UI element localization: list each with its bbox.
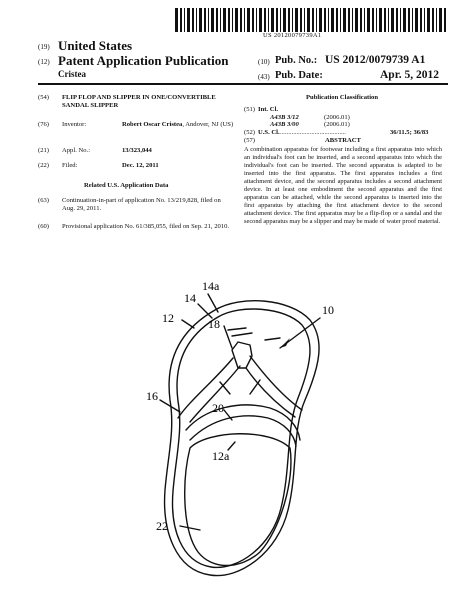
strap-right-inner [246,368,295,417]
barcode-bar [228,8,230,32]
barcode-bar [312,8,314,32]
barcode-bar [240,8,242,32]
pub-date-label: Pub. Date: [275,70,323,81]
barcode-bar [355,8,358,32]
barcode-bar [199,8,202,32]
patent-drawing [120,279,460,600]
us-cl-label: U.S. Cl. [258,129,280,136]
outer-sole [165,301,319,576]
barcode-bar [403,8,406,32]
inventor-short: Cristea [58,69,86,79]
figure-label-20: 20 [212,401,224,415]
inventor-code: (76) [38,121,49,128]
barcode-bar [216,8,218,32]
class-2: A43B 3/00 [270,121,299,128]
int-cl-label: Int. Cl. [258,106,278,113]
barcode-bar [319,8,322,32]
barcode-bar [343,8,346,32]
barcode-bar [336,8,338,32]
appl-code: (21) [38,147,49,154]
pub-type-code: (12) [38,58,50,66]
barcode-bar [348,8,350,32]
country-code: (19) [38,43,50,51]
barcode-bar [264,8,266,32]
abstract-code: (57) [244,137,255,144]
provisional-code: (60) [38,223,49,230]
pub-date-code: (43) [258,73,270,81]
barcode-bar [232,8,233,32]
figure-label-12a: 12a [212,449,230,463]
us-cl-dots: ........................................ [280,129,346,136]
continuation-code: (63) [38,197,49,204]
figure-label-14a: 14a [202,279,220,293]
barcode-bar [360,8,362,32]
figure-label-12: 12 [162,311,174,325]
barcode-bar [184,8,185,32]
us-cl-code: (52) [244,129,255,136]
barcode-bar [196,8,197,32]
barcode-bar [192,8,194,32]
barcode-bar [187,8,190,32]
provisional-text: Provisional application No. 61/385,055, filed on Sep. 21, 2010. [62,223,230,230]
barcode-bar [400,8,401,32]
figure-label-18: 18 [208,317,220,331]
publication-type: Patent Application Publication [58,53,229,68]
barcode-bar [396,8,398,32]
barcode-bar [316,8,317,32]
barcode-bar [328,8,329,32]
barcode-bar [391,8,394,32]
barcode-bar [439,8,442,32]
barcode-bar [259,8,262,32]
barcode-bar [295,8,298,32]
title-code: (54) [38,94,49,101]
barcode-bar [420,8,422,32]
barcode-bar [300,8,302,32]
barcode-bar [412,8,413,32]
barcode-bar [304,8,305,32]
barcode-bar [211,8,214,32]
abstract-heading: ABSTRACT [325,137,361,144]
barcode-bar [280,8,281,32]
invention-title: FLIP FLOP AND SLIPPER IN ONE/CONVERTIBLE SANDAL SLIPPER [62,94,216,110]
filed-date: Dec. 12, 2011 [122,162,159,169]
barcode-bar [223,8,226,32]
pub-no-code: (10) [258,58,270,66]
barcode-bar [379,8,382,32]
filed-label: Filed: [62,162,78,169]
barcode-bar [247,8,250,32]
barcode [175,8,447,32]
barcode-bar [252,8,254,32]
barcode-bar [288,8,290,32]
int-cl-code: (51) [244,106,255,113]
continuation-text: Continuation-in-part of application No. 13/219,828, filed on Aug. 29, 2011. [62,197,221,213]
figure-label-14: 14 [184,291,196,305]
barcode-bar [331,8,334,32]
barcode-bar [436,8,437,32]
barcode-bar [208,8,209,32]
barcode-bar [283,8,286,32]
inventor-label: Inventor: [62,121,87,128]
barcode-bar [180,8,182,32]
barcode-bar [271,8,274,32]
barcode-bar [276,8,278,32]
slipper-upper [186,405,300,440]
barcode-bar [364,8,365,32]
toe-post [232,342,252,368]
barcode-bar [292,8,293,32]
barcode-bar [444,8,446,32]
class-1-date: (2006.01) [324,114,350,121]
barcode-bar [235,8,238,32]
inventor-location: , Andover, NJ (US) [182,121,234,128]
country: United States [58,38,133,53]
abstract-text: A combination apparatus for footwear including a first apparatus into which an individual's foot can be inserted, and a second apparatus into which the individual's foot can be inserted. The second apparatus is adapted to be inserted into the first apparatus. The first apparatus includes a first attachment device, and the second apparatus includes a second attachment device. In at least one embodiment the second apparatus and the first apparatus can be attached, while the second apparatus is inserted into the first apparatus by attaching the first attachment device to the second attachment device. The first apparatus may be a flip-flop or a sandal and the second apparatus may be a slipper and may be made of water proof material. [244,146,442,225]
barcode-bar [244,8,245,32]
barcode-bar [388,8,389,32]
barcode-bar [324,8,326,32]
pub-no: US 2012/0079739 A1 [325,54,426,66]
barcode-bar [384,8,386,32]
inventor-field [122,121,242,129]
related-heading: Related U.S. Application Data [84,182,169,189]
inventor-name: Robert Oscar Cristea [122,121,183,128]
barcode-bar [408,8,410,32]
header-rule [38,83,448,85]
barcode-bar [220,8,221,32]
us-cl-value: 36/11.5; 36/83 [390,129,429,136]
barcode-bar [340,8,341,32]
barcode-bar [175,8,178,32]
filed-code: (22) [38,162,49,169]
figure-label-16: 16 [146,389,158,403]
barcode-bar [268,8,269,32]
barcode-bar [367,8,370,32]
pub-date: Apr. 5, 2012 [380,69,439,81]
class-2-date: (2006.01) [324,121,350,128]
barcode-number: US 20120079739A1 [263,32,322,39]
barcode-bar [432,8,434,32]
barcode-bar [424,8,425,32]
slipper-insole [185,434,291,566]
appl-label: Appl. No.: [62,147,91,154]
barcode-bar [204,8,206,32]
barcode-bar [307,8,310,32]
barcode-bar [415,8,418,32]
barcode-bar [427,8,430,32]
barcode-bar [256,8,257,32]
pub-no-label: Pub. No.: [275,55,318,66]
appl-number: 13/323,044 [122,147,152,154]
barcode-bar [376,8,377,32]
figure-label-10: 10 [322,303,334,317]
barcode-bar [372,8,374,32]
classification-heading: Publication Classification [306,94,378,101]
barcode-bar [352,8,353,32]
figure-label-22: 22 [156,519,168,533]
class-1: A43B 3/12 [270,114,299,121]
